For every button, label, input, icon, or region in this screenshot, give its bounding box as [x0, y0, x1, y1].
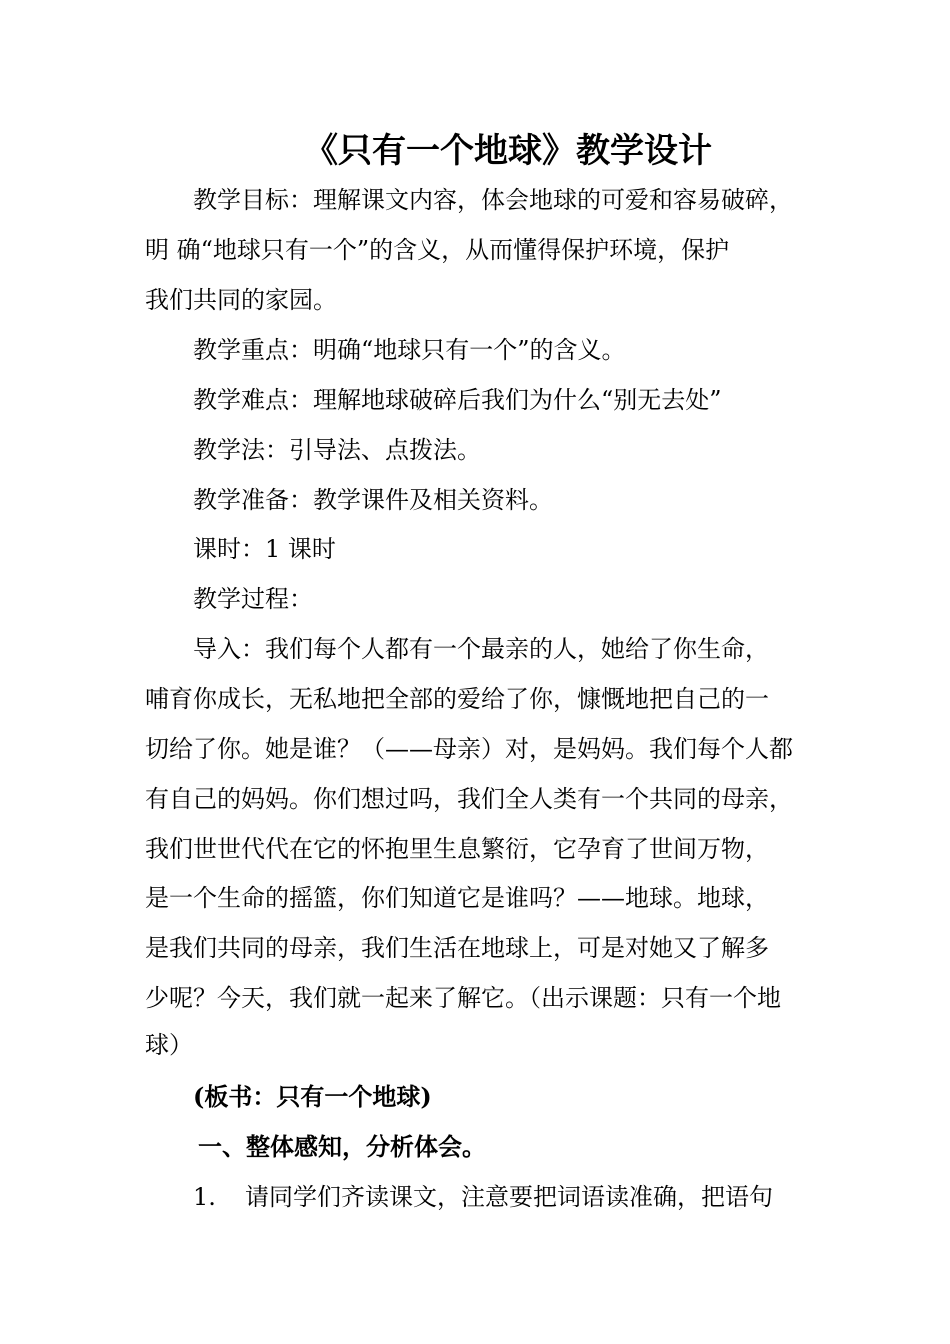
key-point: 教学重点：明确“地球只有一个”的含义。: [193, 336, 626, 364]
intro-line-7: 是我们共同的母亲，我们生活在地球上，可是对她又了解多: [145, 934, 769, 962]
intro-line-3: 切给了你。她是谁？（——母亲）对，是妈妈。我们每个人都: [145, 735, 793, 763]
intro-line-2: 哺育你成长，无私地把全部的爱给了你，慷慨地把自己的一: [145, 685, 769, 713]
intro-line-1: 导入：我们每个人都有一个最亲的人，她给了你生命，: [193, 635, 769, 663]
objective-line-2: 明 确“地球只有一个”的含义，从而懂得保护环境，保护: [145, 236, 730, 264]
intro-line-8: 少呢？今天，我们就一起来了解它。（出示课题：只有一个地: [145, 984, 781, 1012]
list-item-text: 请同学们齐读课文，注意要把词语读准确，把语句: [245, 1183, 773, 1211]
intro-line-4: 有自己的妈妈。你们想过吗，我们全人类有一个共同的母亲，: [145, 785, 793, 813]
board-writing: (板书：只有一个地球): [193, 1082, 432, 1111]
teaching-methods: 教学法：引导法、点拨法。: [193, 436, 481, 464]
preparation: 教学准备：教学课件及相关资料。: [193, 486, 553, 514]
list-item-number: 1.: [193, 1183, 216, 1211]
objective-line-1: 教学目标：理解课文内容，体会地球的可爱和容易破碎，: [193, 186, 793, 214]
intro-line-9: 球）: [145, 1031, 193, 1059]
document-title: 《只有一个地球》教学设计: [304, 131, 712, 171]
intro-line-6: 是一个生命的摇篮，你们知道它是谁吗？——地球。地球，: [145, 884, 769, 912]
intro-line-5: 我们世世代代在它的怀抱里生息繁衍，它孕育了世间万物，: [145, 835, 769, 863]
difficulty: 教学难点：理解地球破碎后我们为什么“别无去处”: [193, 386, 722, 414]
objective-line-3: 我们共同的家园。: [145, 286, 337, 314]
teaching-process: 教学过程：: [193, 585, 313, 613]
section-heading-1: 一、整体感知，分析体会。: [198, 1132, 486, 1161]
class-hours: 课时：1 课时: [193, 535, 336, 563]
